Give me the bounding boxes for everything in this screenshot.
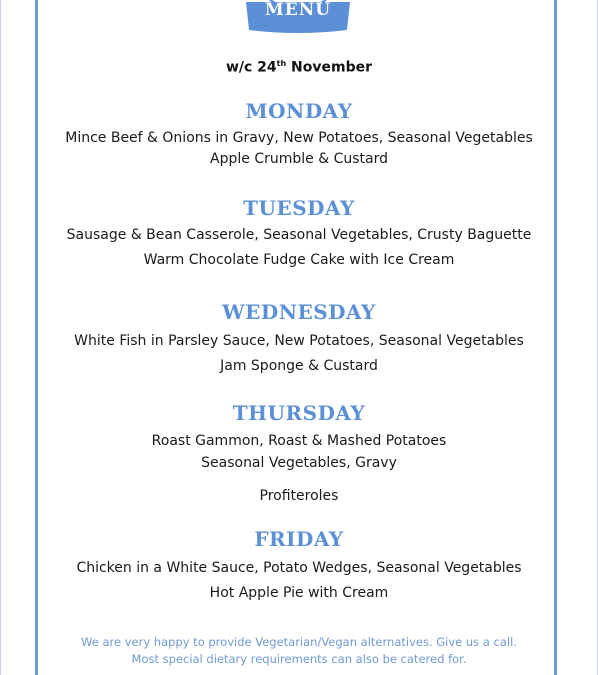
friday-dessert: Hot Apple Pie with Cream <box>209 585 389 601</box>
monday-main: Mince Beef & Onions in Gravy, New Potatoes, Seasonal Vegetables <box>65 130 533 146</box>
day-heading-thursday: THURSDAY <box>232 401 366 425</box>
dietary-note-line2: Most special dietary requirements can also be catered for. <box>131 652 467 666</box>
wednesday-main: White Fish in Parsley Sauce, New Potatoes, Seasonal Vegetables <box>74 333 524 349</box>
week-date: w/c 24 <box>225 59 277 76</box>
menu-logo <box>243 0 353 36</box>
wednesday-dessert: Jam Sponge & Custard <box>220 358 378 374</box>
thursday-main-continued: Seasonal Vegetables, Gravy <box>201 455 397 471</box>
monday-dessert: Apple Crumble & Custard <box>210 151 388 167</box>
week-month: November <box>286 59 373 76</box>
menu-logo-label: MENU <box>264 0 332 20</box>
tuesday-dessert: Warm Chocolate Fudge Cake with Ice Cream <box>143 252 455 268</box>
day-heading-friday: FRIDAY <box>254 527 344 551</box>
dietary-note-line1: We are very happy to provide Vegetarian/Vegan alternatives. Give us a call. <box>81 635 517 649</box>
thursday-dessert: Profiteroles <box>259 488 339 504</box>
day-heading-wednesday: WEDNESDAY <box>222 300 376 324</box>
thursday-main: Roast Gammon, Roast & Mashed Potatoes <box>151 433 447 449</box>
tuesday-main: Sausage & Bean Casserole, Seasonal Vegetables, Crusty Baguette <box>66 227 532 243</box>
friday-main: Chicken in a White Sauce, Potato Wedges, Seasonal Vegetables <box>76 560 522 576</box>
week-ordinal: th <box>276 59 287 68</box>
day-heading-monday: MONDAY <box>245 99 353 123</box>
week-commencing <box>0 59 598 76</box>
day-heading-tuesday: TUESDAY <box>243 196 355 220</box>
